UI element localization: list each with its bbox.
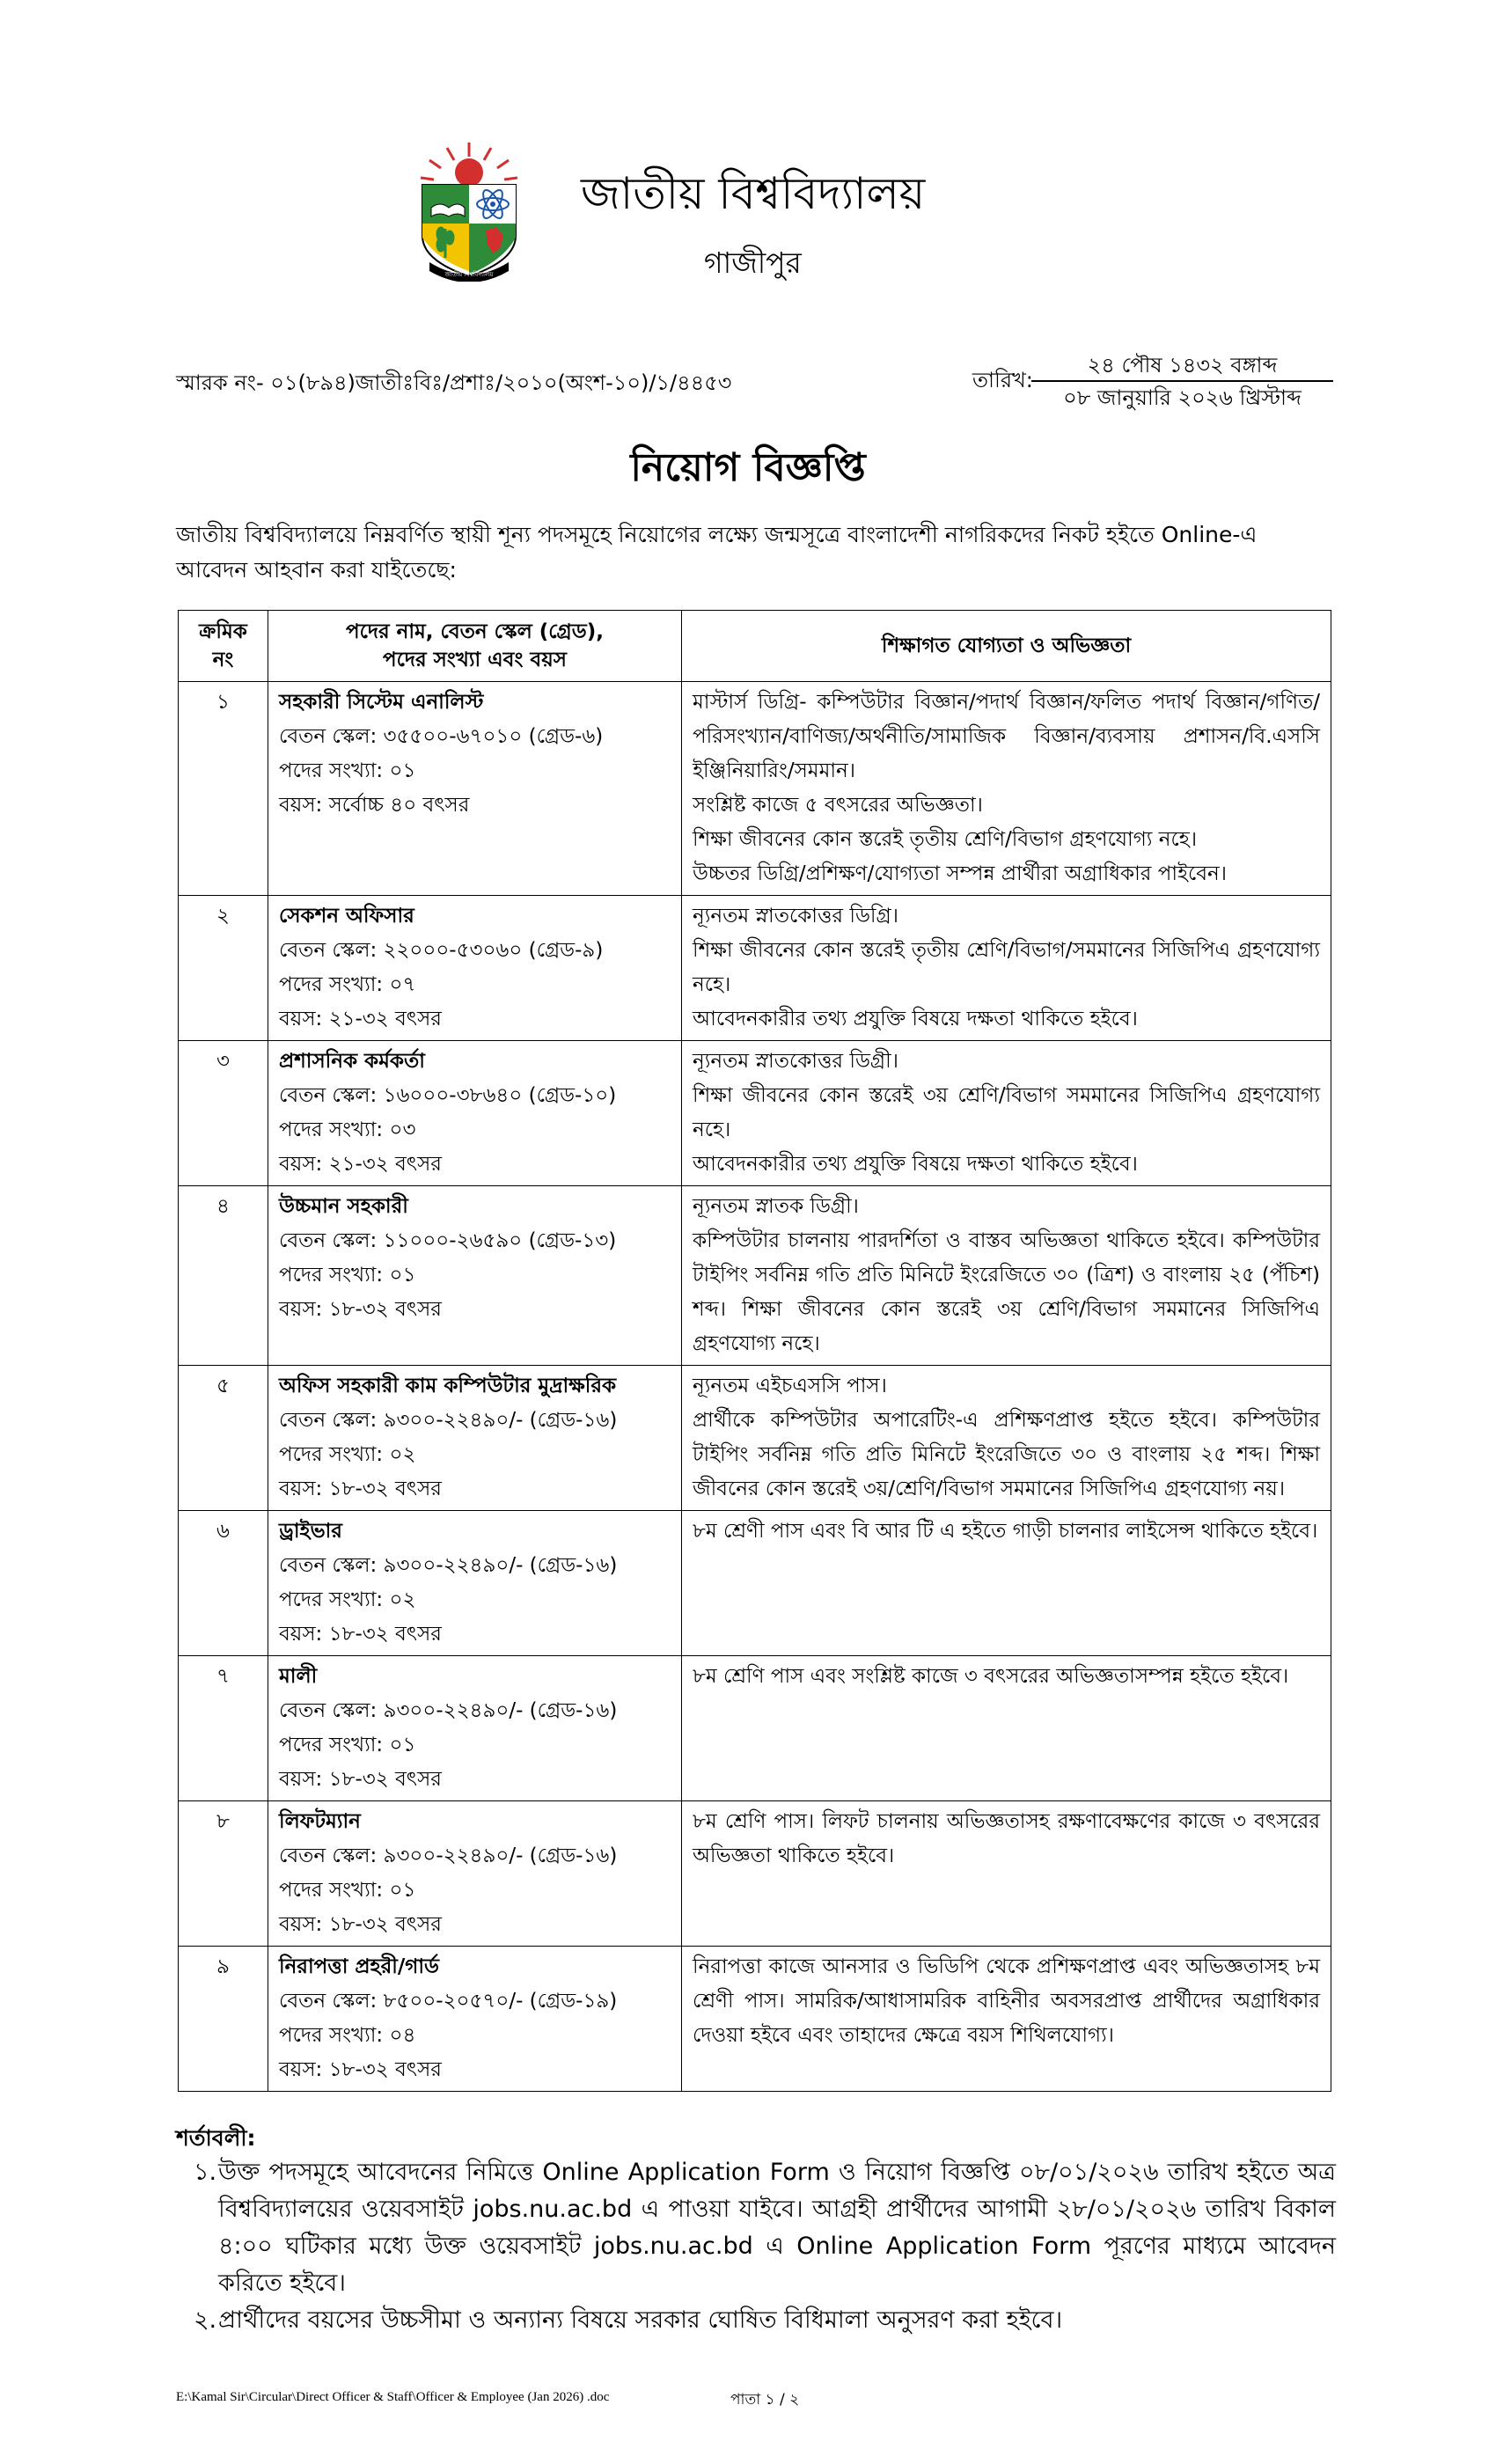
condition-text: প্রার্থীদের বয়সের উচ্চসীমা ও অন্যান্য বিষয়ে সরকার ঘোষিত বিধিমালা অনুসরণ করা হইবে। <box>218 2306 1063 2334</box>
vacancy-table <box>178 610 1331 2092</box>
age-limit: বয়স: ১৮-৩২ বৎসর <box>279 1768 442 1791</box>
age-limit: বয়স: সর্বোচ্চ ৪০ বৎসর <box>279 794 470 817</box>
qualification-line: ন্যূনতম এইচএসসি পাস। <box>693 1375 887 1397</box>
condition-item <box>176 2302 1336 2339</box>
qualification-line: আবেদনকারীর তথ্য প্রযুক্তি বিষয়ে দক্ষতা থাকিতে হইবে। <box>693 1153 1138 1176</box>
pay-scale: বেতন স্কেল: ৩৫৫০০-৬৭০১০ (গ্রেড-৬) <box>279 725 604 748</box>
row-qualification <box>682 1511 1331 1656</box>
row-post-details <box>268 1656 682 1801</box>
post-count: পদের সংখ্যা: ০২ <box>279 1443 416 1466</box>
qualification-line: ৮ম শ্রেণি পাস এবং সংশ্লিষ্ট কাজে ৩ বৎসরের অভিজ্ঞতাসম্পন্ন হইতে হইবে। <box>693 1665 1289 1688</box>
date-bangla: ২৪ পৌষ ১৪৩২ বঙ্গাব্দ <box>1087 353 1278 378</box>
qualification-line: নিরাপত্তা কাজে আনসার ও ভিডিপি থেকে প্রশিক্ষণপ্রাপ্ত এবং অভিজ্ঞতাসহ ৮ম শ্রেণী পাস। সামরিক/আধাসামরিক বাহিনীর অবসরপ্রাপ্ত প্রার্থীদের অগ্রাধিকার দেওয়া হইবে এবং তাহাদের ক্ষেত্রে বয়স শিথিলযোগ্য। <box>693 1955 1320 2047</box>
row-post-details <box>268 1801 682 1947</box>
qualification-line: কম্পিউটার চালনায় পারদর্শিতা ও বাস্তব অভিজ্ঞতা থাকিতে হইবে। কম্পিউটার টাইপিং সর্বনিম্ন গতি প্রতি মিনিটে ইংরেজিতে ৩০ (ত্রিশ) ও বাংলায় ২৫ (পঁচিশ) শব্দ। শিক্ষা জীবনের কোন স্তরেই ৩য় শ্রেণি/বিভাগ সমমানের সিজিপিএ গ্রহণযোগ্য নহে। <box>693 1229 1320 1355</box>
date-block <box>1031 350 1333 414</box>
row-qualification <box>682 1947 1331 2092</box>
date-gregorian: ০৮ জানুয়ারি ২০২৬ খ্রিস্টাব্দ <box>1063 385 1302 410</box>
row-qualification <box>682 1366 1331 1511</box>
qualification-line: ন্যূনতম স্নাতক ডিগ্রী। <box>693 1195 859 1218</box>
header-qualification: শিক্ষাগত যোগ্যতা ও অভিজ্ঞতা <box>682 611 1331 682</box>
age-limit: বয়স: ১৮-৩২ বৎসর <box>279 1623 442 1646</box>
qualification-line: প্রার্থীকে কম্পিউটার অপারেটিং-এ প্রশিক্ষণপ্রাপ্ত হইতে হইবে। কম্পিউটার টাইপিং সর্বনিম্ন গতি প্রতি মিনিটে ইংরেজিতে ৩০ ও বাংলায় ২৫ শব্দ। শিক্ষা জীবনের কোন স্তরেই ৩য়/শ্রেণি/বিভাগ সমমানের সিজিপিএ গ্রহণযোগ্য নয়। <box>693 1409 1320 1500</box>
qualification-line: শিক্ষা জীবনের কোন স্তরেই ৩য় শ্রেণি/বিভাগ সমমানের সিজিপিএ গ্রহণযোগ্য নহে। <box>693 1084 1320 1141</box>
table-header-row <box>179 611 1331 682</box>
footer-file-path: E:\Kamal Sir\Circular\Direct Officer & Staff\Officer & Employee (Jan 2026) .doc <box>176 2390 610 2404</box>
row-post-details <box>268 896 682 1041</box>
age-limit: বয়স: ১৮-৩২ বৎসর <box>279 2058 442 2081</box>
qualification-line: ন্যূনতম স্নাতকোত্তর ডিগ্রী। <box>693 1050 898 1073</box>
university-logo <box>412 139 526 282</box>
row-qualification <box>682 896 1331 1041</box>
pay-scale: বেতন স্কেল: ৯৩০০-২২৪৯০/- (গ্রেড-১৬) <box>279 1554 618 1577</box>
post-name: লিফটম্যান <box>279 1810 361 1833</box>
row-post-details <box>268 1947 682 2092</box>
post-count: পদের সংখ্যা: ০১ <box>279 1264 416 1287</box>
post-count: পদের সংখ্যা: ০১ <box>279 1734 416 1756</box>
row-post-details <box>268 1511 682 1656</box>
post-name: প্রশাসনিক কর্মকর্তা <box>279 1050 425 1073</box>
row-serial: ১ <box>179 682 268 896</box>
qualification-line: আবেদনকারীর তথ্য প্রযুক্তি বিষয়ে দক্ষতা থাকিতে হইবে। <box>693 1008 1138 1030</box>
post-count: পদের সংখ্যা: ০১ <box>279 759 416 782</box>
header-post-line1: পদের নাম, বেতন স্কেল (গ্রেড), <box>346 620 604 643</box>
post-count: পদের সংখ্যা: ০১ <box>279 1879 416 1902</box>
table-row <box>179 1186 1331 1366</box>
conditions-list <box>176 2154 1336 2339</box>
university-name: জাতীয় বিশ্ববিদ্যালয় <box>581 168 926 219</box>
pay-scale: বেতন স্কেল: ২২০০০-৫৩০৬০ (গ্রেড-৯) <box>279 939 604 962</box>
header-post <box>268 611 682 682</box>
pay-scale: বেতন স্কেল: ১১০০০-২৬৫৯০ (গ্রেড-১৩) <box>279 1229 617 1252</box>
qualification-line: মাস্টার্স ডিগ্রি- কম্পিউটার বিজ্ঞান/পদার্থ বিজ্ঞান/ফলিত পদার্থ বিজ্ঞান/গণিত/পরিসংখ্যান/বাণিজ্য/অর্থনীতি/সামাজিক বিজ্ঞান/ব্যবসায় প্রশাসন/বি.এসসি ইঞ্জিনিয়ারিং/সমমান। <box>693 691 1320 782</box>
conditions-title: শর্তাবলী: <box>176 2125 256 2151</box>
post-count: পদের সংখ্যা: ০৭ <box>279 973 416 996</box>
qualification-line: শিক্ষা জীবনের কোন স্তরেই তৃতীয় শ্রেণি/বিভাগ/সমমানের সিজিপিএ গ্রহণযোগ্য নহে। <box>693 939 1320 996</box>
date-label: তারিখ: <box>972 368 1033 392</box>
post-name: উচ্চমান সহকারী <box>279 1195 408 1218</box>
logo-ribbon-text: জাতীয় বিশ্ববিদ্যালয় <box>444 271 494 278</box>
row-qualification <box>682 1801 1331 1947</box>
pay-scale: বেতন স্কেল: ৯৩০০-২২৪৯০/- (গ্রেড-১৬) <box>279 1409 618 1432</box>
table-row <box>179 1947 1331 2092</box>
pay-scale: বেতন স্কেল: ৮৫০০-২০৫৭০/- (গ্রেড-১৯) <box>279 1990 618 2013</box>
post-count: পদের সংখ্যা: ০২ <box>279 1588 416 1611</box>
condition-number: ১. <box>194 2159 217 2186</box>
row-serial: ৩ <box>179 1041 268 1186</box>
row-post-details <box>268 1366 682 1511</box>
pay-scale: বেতন স্কেল: ৯৩০০-২২৪৯০/- (গ্রেড-১৬) <box>279 1699 618 1722</box>
header-post-line2: পদের সংখ্যা এবং বয়স <box>383 649 567 671</box>
qualification-line: ৮ম শ্রেণী পাস এবং বি আর টি এ হইতে গাড়ী চালনার লাইসেন্স থাকিতে হইবে। <box>693 1520 1318 1543</box>
condition-item <box>176 2154 1336 2302</box>
age-limit: বয়স: ১৮-৩২ বৎসর <box>279 1913 442 1936</box>
condition-number: ২. <box>194 2306 217 2334</box>
age-limit: বয়স: ২১-৩২ বৎসর <box>279 1153 442 1176</box>
qualification-line: সংশ্লিষ্ট কাজে ৫ বৎসরের অভিজ্ঞতা। <box>693 794 983 817</box>
memo-number: স্মারক নং- ০১(৮৯৪)জাতীঃবিঃ/প্রশাঃ/২০১০(অংশ-১০)/১/৪৪৫৩ <box>176 370 732 395</box>
row-qualification <box>682 1041 1331 1186</box>
row-serial: ৭ <box>179 1656 268 1801</box>
qualification-line: ৮ম শ্রেণি পাস। লিফট চালনায় অভিজ্ঞতাসহ রক্ষণাবেক্ষণের কাজে ৩ বৎসরের অভিজ্ঞতা থাকিতে হইবে। <box>693 1810 1320 1867</box>
header-serial-line2: নং <box>212 649 234 671</box>
row-post-details <box>268 1041 682 1186</box>
row-post-details <box>268 682 682 896</box>
post-name: নিরাপত্তা প্রহরী/গার্ড <box>279 1955 439 1978</box>
row-qualification <box>682 1186 1331 1366</box>
row-serial: ২ <box>179 896 268 1041</box>
row-serial: ৯ <box>179 1947 268 2092</box>
row-qualification <box>682 682 1331 896</box>
post-name: ড্রাইভার <box>279 1520 342 1543</box>
post-name: মালী <box>279 1665 318 1688</box>
table-row <box>179 1511 1331 1656</box>
age-limit: বয়স: ২১-৩২ বৎসর <box>279 1008 442 1030</box>
row-qualification <box>682 1656 1331 1801</box>
condition-text: উক্ত পদসমূহে আবেদনের নিমিত্তে Online Application Form ও নিয়োগ বিজ্ঞপ্তি ০৮/০১/২০২৬ তারিখ হইতে অত্র বিশ্ববিদ্যালয়ের ওয়েবসাইট jobs.nu.ac.bd এ পাওয়া যাইবে। আগ্রহী প্রার্থীদের আগামী ২৮/০১/২০২৬ তারিখ বিকাল ৪:০০ ঘটিকার মধ্যে উক্ত ওয়েবসাইট jobs.nu.ac.bd এ Online Application Form পূরণের মাধ্যমে আবেদন করিতে হইবে। <box>218 2159 1336 2297</box>
table-row <box>179 1041 1331 1186</box>
post-name: সেকশন অফিসার <box>279 905 414 928</box>
table-row <box>179 1366 1331 1511</box>
header-serial <box>179 611 268 682</box>
notice-title: নিয়োগ বিজ্ঞপ্তি <box>630 445 866 490</box>
age-limit: বয়স: ১৮-৩২ বৎসর <box>279 1478 442 1500</box>
table-row <box>179 1801 1331 1947</box>
qualification-line: শিক্ষা জীবনের কোন স্তরেই তৃতীয় শ্রেণি/বিভাগ গ্রহণযোগ্য নহে। <box>693 828 1198 851</box>
table-row <box>179 682 1331 896</box>
university-city: গাজীপুর <box>704 246 802 280</box>
post-name: সহকারী সিস্টেম এনালিস্ট <box>279 691 484 714</box>
qualification-line: উচ্চতর ডিগ্রি/প্রশিক্ষণ/যোগ্যতা সম্পন্ন প্রার্থীরা অগ্রাধিকার পাইবেন। <box>693 862 1228 885</box>
notice-intro: জাতীয় বিশ্ববিদ্যালয়ে নিম্নবর্ণিত স্থায়ী শূন্য পদসমূহে নিয়োগের লক্ষ্যে জন্মসূত্রে বাংলাদেশী নাগরিকদের নিকট হইতে Online-এ আবেদন আহবান করা যাইতেছে: <box>176 522 1258 583</box>
row-serial: ৬ <box>179 1511 268 1656</box>
qualification-line: ন্যূনতম স্নাতকোত্তর ডিগ্রি। <box>693 905 898 928</box>
age-limit: বয়স: ১৮-৩২ বৎসর <box>279 1298 442 1321</box>
row-serial: ৪ <box>179 1186 268 1366</box>
pay-scale: বেতন স্কেল: ১৬০০০-৩৮৬৪০ (গ্রেড-১০) <box>279 1084 617 1107</box>
header-serial-line1: ক্রমিক <box>199 620 247 643</box>
post-count: পদের সংখ্যা: ০৩ <box>279 1118 416 1141</box>
row-post-details <box>268 1186 682 1366</box>
table-row <box>179 1656 1331 1801</box>
table-row <box>179 896 1331 1041</box>
row-serial: ৮ <box>179 1801 268 1947</box>
post-count: পদের সংখ্যা: ০৪ <box>279 2024 416 2047</box>
row-serial: ৫ <box>179 1366 268 1511</box>
post-name: অফিস সহকারী কাম কম্পিউটার মুদ্রাক্ষরিক <box>279 1375 617 1397</box>
pay-scale: বেতন স্কেল: ৯৩০০-২২৪৯০/- (গ্রেড-১৬) <box>279 1844 618 1867</box>
footer-page-number: পাতা ১ / ২ <box>730 2391 800 2409</box>
